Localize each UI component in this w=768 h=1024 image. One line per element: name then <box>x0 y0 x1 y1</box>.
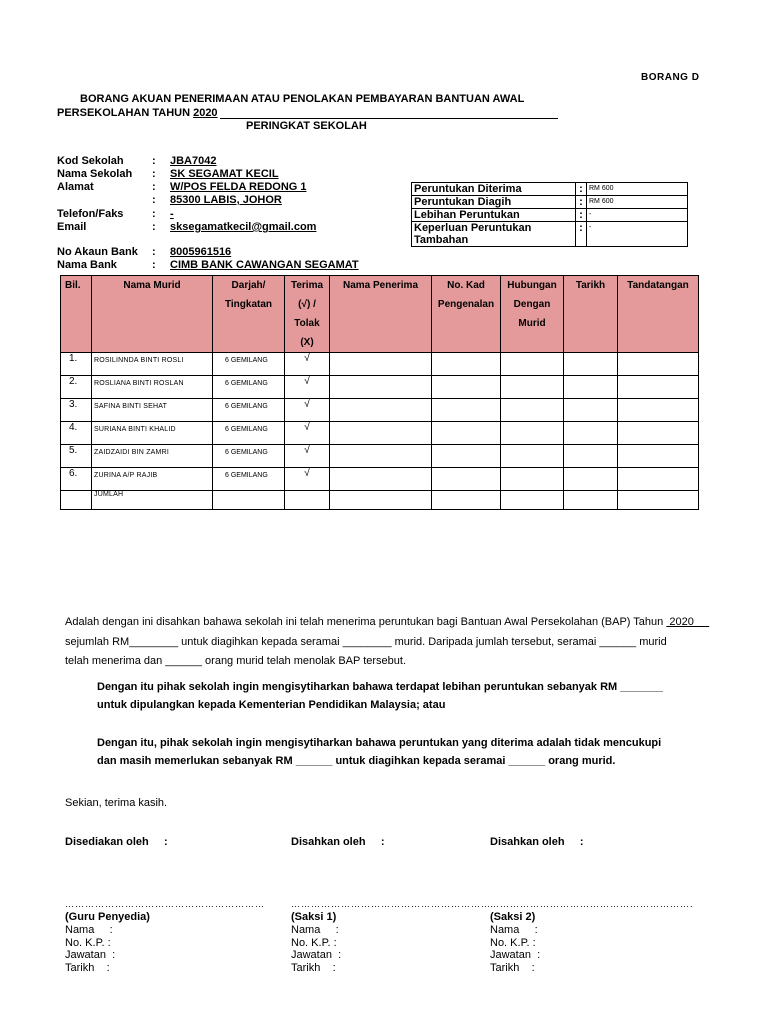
colon: : <box>576 196 587 209</box>
col-tarikh: Tarikh <box>564 276 618 353</box>
closing-text: Sekian, terima kasih. <box>65 797 168 809</box>
alamat-label: Alamat <box>57 181 94 193</box>
allocation-row <box>412 196 688 209</box>
signature-field: No. K.P. : <box>291 936 337 949</box>
table-row <box>61 376 699 399</box>
table-row <box>61 422 699 445</box>
col-hubungan: Hubungan Dengan Murid <box>501 276 564 353</box>
signature-line: ……………………………………………………. <box>490 899 694 909</box>
signature-field: Nama : <box>65 924 113 936</box>
cell-nama-murid: ZAIDZAIDI BIN ZAMRI <box>92 445 213 468</box>
cell-no-kad[interactable] <box>432 468 501 491</box>
allocation-value: - <box>587 222 688 247</box>
cell-bil: 5. <box>61 445 92 468</box>
cell-nama-murid: ROSILINNDA BINTI ROSLI <box>92 353 213 376</box>
allocation-table <box>411 182 688 247</box>
colon: : <box>576 209 587 222</box>
cell-terima: √ <box>285 468 330 491</box>
alamat-value-1: W/POS FELDA REDONG 1 <box>170 181 307 193</box>
cell-terima: √ <box>285 399 330 422</box>
signature-field: Jawatan : <box>291 949 342 961</box>
cell-total <box>213 491 285 510</box>
allocation-value: RM 600 <box>587 183 688 196</box>
signature-label: Disahkan oleh : <box>291 836 385 848</box>
title-prefix: PERSEKOLAHAN TAHUN <box>57 107 194 119</box>
cell-total <box>285 491 330 510</box>
declaration-year: 2020 <box>666 616 710 628</box>
cell-nama-murid: ROSLIANA BINTI ROSLAN <box>92 376 213 399</box>
cell-hubungan[interactable] <box>501 422 564 445</box>
colon: : <box>576 222 587 247</box>
allocation-label: Keperluan Peruntukan Tambahan <box>412 222 576 247</box>
cell-tarikh[interactable] <box>564 353 618 376</box>
akaun-label: No Akaun Bank <box>57 246 138 258</box>
cell-hubungan[interactable] <box>501 376 564 399</box>
cell-nama-penerima[interactable] <box>330 468 432 491</box>
declaration-line1 <box>65 616 709 628</box>
cell-darjah: 6 GEMILANG <box>213 468 285 491</box>
declaration-line2: sejumlah RM________ untuk diagihkan kepada seramai ________ murid. Daripada jumlah tersebut, seramai ______ murid <box>65 636 667 648</box>
colon: : <box>152 208 156 220</box>
signature-field: Tarikh : <box>490 961 535 974</box>
total-label: JUMLAH <box>92 491 213 510</box>
email-label: Email <box>57 221 87 233</box>
form-title-line2 <box>57 107 218 119</box>
declaration-line3: telah menerima dan ______ orang murid telah menolak BAP tersebut. <box>65 655 407 667</box>
cell-nama-murid: SURIANA BINTI KHALID <box>92 422 213 445</box>
signature-field: No. K.P. : <box>490 936 536 949</box>
cell-terima: √ <box>285 445 330 468</box>
bullet1-line2: untuk dipulangkan kepada Kementerian Pendidikan Malaysia; atau <box>97 699 446 711</box>
col-darjah: Darjah/ Tingkatan <box>213 276 285 353</box>
title-underline <box>220 118 558 119</box>
colon: : <box>152 168 156 180</box>
cell-darjah: 6 GEMILANG <box>213 422 285 445</box>
cell-darjah: 6 GEMILANG <box>213 445 285 468</box>
col-no-kad: No. Kad Pengenalan <box>432 276 501 353</box>
cell-bil: 3. <box>61 399 92 422</box>
col-tandatangan: Tandatangan <box>618 276 699 353</box>
cell-tandatangan[interactable] <box>618 468 699 491</box>
allocation-row <box>412 183 688 196</box>
colon: : <box>152 194 156 206</box>
nama-sekolah-value: SK SEGAMAT KECIL <box>170 168 279 180</box>
signature-field: No. K.P. : <box>65 936 111 949</box>
table-row <box>61 399 699 422</box>
cell-bil: 4. <box>61 422 92 445</box>
title-year: 2020 <box>193 107 218 119</box>
col-bil: Bil. <box>61 276 92 353</box>
table-row <box>61 468 699 491</box>
cell-nama-murid: SAFINA BINTI SEHAT <box>92 399 213 422</box>
col-nama-murid: Nama Murid <box>92 276 213 353</box>
cell-total <box>330 491 432 510</box>
student-table <box>60 275 699 510</box>
cell-tarikh[interactable] <box>564 422 618 445</box>
cell-tandatangan[interactable] <box>618 399 699 422</box>
bullet2-line2: dan masih memerlukan sebanyak RM ______ untuk diagihkan kepada seramai ______ orang murid. <box>97 755 616 767</box>
signature-role: (Saksi 2) <box>490 911 536 923</box>
telefon-value: - <box>170 208 174 220</box>
table-header-row <box>61 276 699 353</box>
kod-sekolah-value: JBA7042 <box>170 155 217 167</box>
form-title-line3: PERINGKAT SEKOLAH <box>246 120 367 132</box>
cell-darjah: 6 GEMILANG <box>213 376 285 399</box>
allocation-value: RM 600 <box>587 196 688 209</box>
cell-hubungan[interactable] <box>501 399 564 422</box>
cell-no-kad[interactable] <box>432 353 501 376</box>
allocation-value: - <box>587 209 688 222</box>
signature-line: …………………………………………………… <box>65 899 265 909</box>
signature-label: Disahkan oleh : <box>490 836 584 848</box>
cell-tarikh[interactable] <box>564 468 618 491</box>
colon: : <box>152 155 156 167</box>
cell-nama-penerima[interactable] <box>330 399 432 422</box>
cell-total <box>432 491 501 510</box>
bank-label: Nama Bank <box>57 259 117 271</box>
signature-field: Jawatan : <box>490 949 541 961</box>
form-title-line1: BORANG AKUAN PENERIMAAN ATAU PENOLAKAN PEMBAYARAN BANTUAN AWAL <box>80 93 525 105</box>
signature-label: Disediakan oleh : <box>65 836 168 848</box>
cell-nama-murid: ZURINA A/P RAJIB <box>92 468 213 491</box>
cell-no-kad[interactable] <box>432 399 501 422</box>
signature-field: Nama : <box>490 924 538 936</box>
signature-role: (Saksi 1) <box>291 911 337 923</box>
signature-line: …………………………………………………… <box>291 899 491 909</box>
cell-tandatangan[interactable] <box>618 376 699 399</box>
signature-field: Jawatan : <box>65 949 116 961</box>
cell-darjah: 6 GEMILANG <box>213 399 285 422</box>
col-terima-tolak: Terima (√) / Tolak (X) <box>285 276 330 353</box>
total-row <box>61 491 699 510</box>
cell-bil: 6. <box>61 468 92 491</box>
cell-no-kad[interactable] <box>432 376 501 399</box>
colon: : <box>152 221 156 233</box>
signature-field: Tarikh : <box>291 961 336 974</box>
kod-sekolah-label: Kod Sekolah <box>57 155 124 167</box>
allocation-row <box>412 222 688 247</box>
signature-role: (Guru Penyedia) <box>65 911 150 923</box>
cell-bil <box>61 491 92 510</box>
cell-nama-penerima[interactable] <box>330 422 432 445</box>
allocation-label: Peruntukan Diagih <box>412 196 576 209</box>
cell-tandatangan[interactable] <box>618 422 699 445</box>
col-nama-penerima: Nama Penerima <box>330 276 432 353</box>
cell-tandatangan[interactable] <box>618 353 699 376</box>
cell-total <box>618 491 699 510</box>
signature-field: Tarikh : <box>65 961 110 974</box>
allocation-row <box>412 209 688 222</box>
table-row <box>61 353 699 376</box>
telefon-label: Telefon/Faks <box>57 208 124 220</box>
bullet2-line1: Dengan itu, pihak sekolah ingin mengisytiharkan bahawa peruntukan yang diterima adalah tidak mencukupi <box>97 737 662 749</box>
cell-hubungan[interactable] <box>501 445 564 468</box>
nama-sekolah-label: Nama Sekolah <box>57 168 133 180</box>
cell-terima: √ <box>285 376 330 399</box>
cell-no-kad[interactable] <box>432 445 501 468</box>
cell-darjah: 6 GEMILANG <box>213 353 285 376</box>
cell-tarikh[interactable] <box>564 445 618 468</box>
allocation-label: Peruntukan Diterima <box>412 183 576 196</box>
cell-bil: 1. <box>61 353 92 376</box>
akaun-value: 8005961516 <box>170 246 232 258</box>
email-value: sksegamatkecil@gmail.com <box>170 221 317 233</box>
cell-terima: √ <box>285 353 330 376</box>
signature-field: Nama : <box>291 924 339 936</box>
cell-nama-penerima[interactable] <box>330 353 432 376</box>
cell-tandatangan[interactable] <box>618 445 699 468</box>
allocation-label: Lebihan Peruntukan <box>412 209 576 222</box>
colon: : <box>152 246 156 258</box>
declaration-text: Adalah dengan ini disahkan bahawa sekolah ini telah menerima peruntukan bagi Bantuan Awal Persekolahan (BAP) Tahun <box>65 616 667 628</box>
cell-tarikh[interactable] <box>564 399 618 422</box>
cell-bil: 2. <box>61 376 92 399</box>
cell-hubungan[interactable] <box>501 353 564 376</box>
cell-no-kad[interactable] <box>432 422 501 445</box>
alamat-value-2: 85300 LABIS, JOHOR <box>170 194 282 206</box>
cell-total <box>564 491 618 510</box>
cell-nama-penerima[interactable] <box>330 445 432 468</box>
bullet1-line1: Dengan itu pihak sekolah ingin mengisytiharkan bahawa terdapat lebihan peruntukan sebanyak RM _______ <box>97 681 664 693</box>
cell-hubungan[interactable] <box>501 468 564 491</box>
cell-total <box>501 491 564 510</box>
cell-nama-penerima[interactable] <box>330 376 432 399</box>
colon: : <box>576 183 587 196</box>
form-code: BORANG D <box>641 72 700 83</box>
table-row <box>61 445 699 468</box>
colon: : <box>152 259 156 271</box>
bank-value: CIMB BANK CAWANGAN SEGAMAT <box>170 259 359 271</box>
colon: : <box>152 181 156 193</box>
cell-terima: √ <box>285 422 330 445</box>
cell-tarikh[interactable] <box>564 376 618 399</box>
